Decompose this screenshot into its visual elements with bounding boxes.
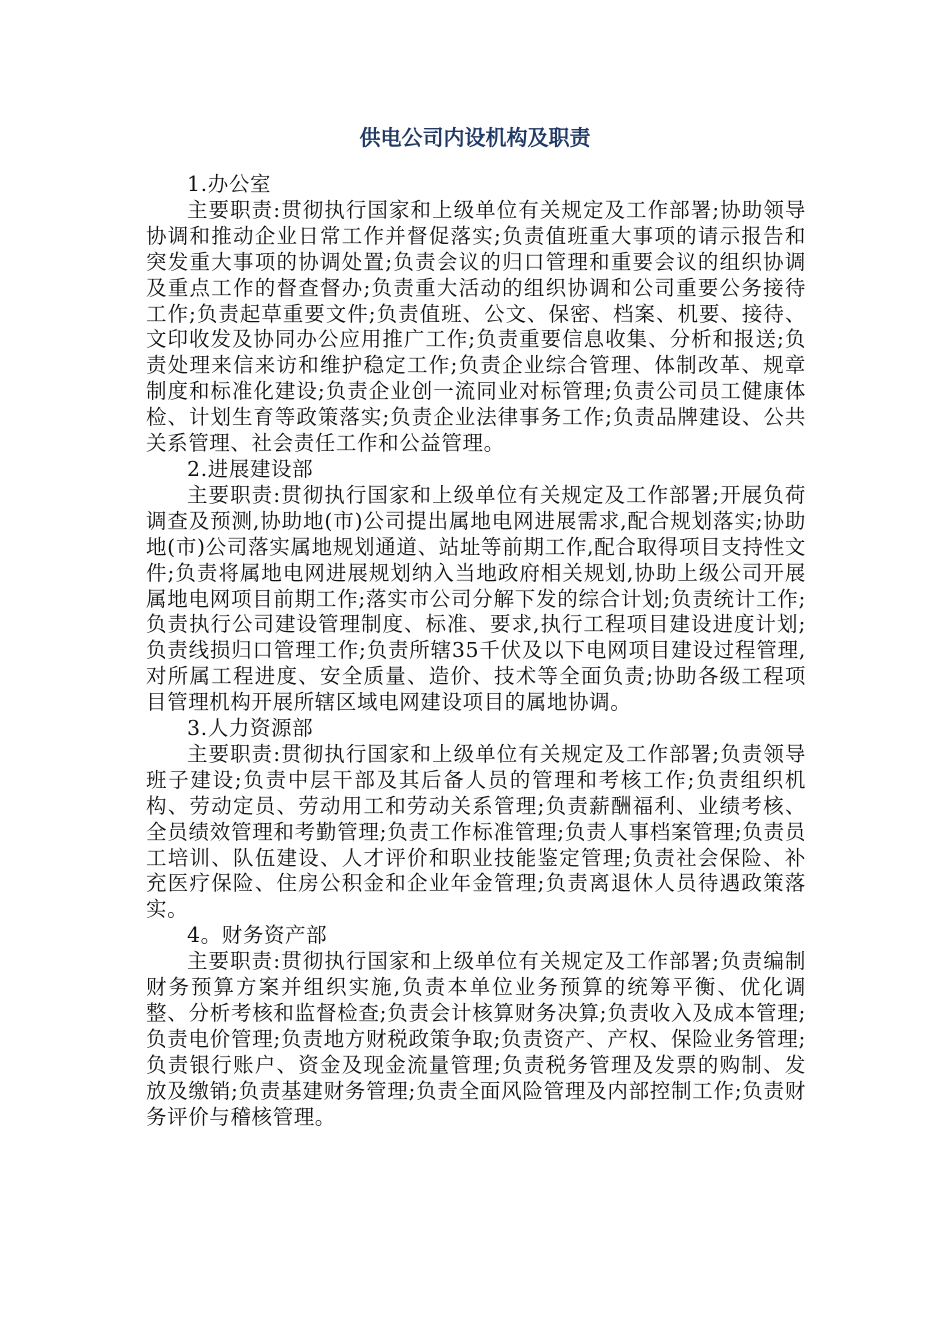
section-body-finance: 主要职责:贯彻执行国家和上级单位有关规定及工作部署;负责编制财务预算方案并组织实施,负责本单位业务预算的统筹平衡、优化调整、分析考核和监督检查;负责会计核算财务决算;负责收入及成本管理;负责电价管理;负责地方财税政策争取;负责资产、产权、保险业务管理;负责银行账户、资金及现金流量管理;负责税务管理及发票的购制、发放及缴销;负责基建财务管理;负责全面风险管理及内部控制工作;负责财务评价与稽核管理。 <box>146 949 806 1129</box>
section-heading-finance: 4。财务资产部 <box>187 923 328 948</box>
section-heading-office: 1.办公室 <box>187 172 272 196</box>
section-body-office: 主要职责:贯彻执行国家和上级单位有关规定及工作部署;协助领导协调和推动企业日常工作并督促落实;负责值班重大事项的请示报告和突发重大事项的协调处置;负责会议的归口管理和重要会议的组织协调及重点工作的督查督办;负责重大活动的组织协调和公司重要公务接待工作;负责起草重要文件;负责值班、公文、保密、档案、机要、接待、文印收发及协同办公应用推广工作;负责重要信息收集、分析和报送;负责处理来信来访和维护稳定工作;负责企业综合管理、体制改革、规章制度和标准化建设;负责企业创一流同业对标管理;负责公司员工健康体检、计划生育等政策落实;负责企业法律事务工作;负责品牌建设、公共关系管理、社会责任工作和公益管理。 <box>146 197 806 456</box>
section-body-development: 主要职责:贯彻执行国家和上级单位有关规定及工作部署;开展负荷调查及预测,协助地(市)公司提出属地电网进展需求,配合规划落实;协助地(市)公司落实属地规划通道、站址等前期工作,配合取得项目支持性文件;负责将属地电网进展规划纳入当地政府相关规划,协助上级公司开展属地电网项目前期工作;落实市公司分解下发的综合计划;负责统计工作;负责执行公司建设管理制度、标准、要求,执行工程项目建设进度计划;负责线损归口管理工作;负责所辖35千伏及以下电网项目建设过程管理,对所属工程进度、安全质量、造价、技术等全面负责;协助各级工程项目管理机构开展所辖区域电网建设项目的属地协调。 <box>146 482 806 715</box>
document-body <box>146 172 806 1131</box>
section-heading-development: 2.进展建设部 <box>187 456 314 481</box>
section-body-hr: 主要职责:贯彻执行国家和上级单位有关规定及工作部署;负责领导班子建设;负责中层干部及其后备人员的管理和考核工作;负责组织机构、劳动定员、劳动用工和劳动关系管理;负责薪酬福利、业绩考核、全员绩效管理和考勤管理;负责工作标准管理;负责人事档案管理;负责员工培训、队伍建设、人才评价和职业技能鉴定管理;负责社会保险、补充医疗保险、住房公积金和企业年金管理;负责离退休人员待遇政策落实。 <box>146 741 806 922</box>
document-title: 供电公司内设机构及职责 <box>359 126 591 150</box>
section-heading-hr: 3.人力资源部 <box>187 716 314 741</box>
